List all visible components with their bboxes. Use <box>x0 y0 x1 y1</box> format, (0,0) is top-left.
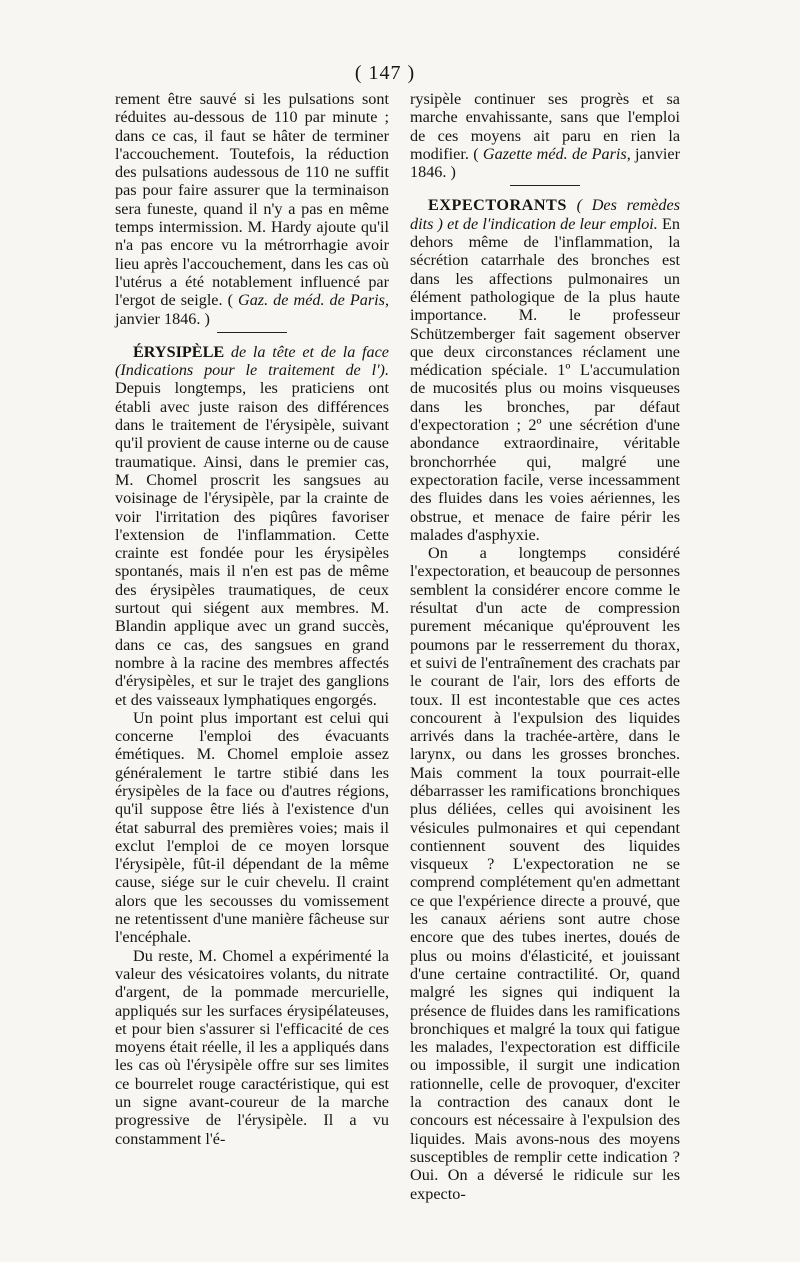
section-subtitle: ( Des remèdes dits ) et de l'indication de leur emploi. <box>410 196 680 233</box>
left-paragraph-3: Un point plus important est celui qui concerne l'emploi des évacuants émétiques. M. Chomel emploie assez généralement le tartre stibié dans les érysipèles de la face ou d'autres régions, qu'il suppose être liés à l'existence d'un état saburral des premières voies; mais il exclut l'emploi de ce moyen lorsque l'érysipèle, fût-il dépendant de la même cause, siége sur le cuir chevelu. Il craint alors que les secousses du vomissement ne retentissent d'une manière fâcheuse sur l'encéphale. <box>115 708 389 947</box>
right-paragraph-2: En dehors même de l'inflammation, la sécrétion catarrhale des bronches est dans les affections pulmonaires un élément pathologique de la plus haute importance. M. le professeur Schützemberger fait sagement observer que deux circonstances réclament une médication spéciale. 1º L'accumulation de mucosités plus ou moins visqueuses dans les bronches, par défaut d'expectoration ; 2º une sécrétion d'une abondance extraordinaire, véritable bronchorrhée qui, malgré une expectoration facile, verse incessamment des fluides dans les voies aériennes, les obstrue, et menace de faire périr les malades d'asphyxie. <box>410 214 680 544</box>
right-paragraph-1: rysipèle continuer ses progrès et sa marche envahissante, sans que l'emploi de ces moyens ait paru en rien la modifier. ( Gazette méd. de Paris, janvier 1846. ) <box>410 90 680 182</box>
left-paragraph-4: Du reste, M. Chomel a expérimenté la valeur des vésicatoires volants, du nitrate d'argent, de la pommade mercurielle, appliqués sur les surfaces érysipélateuses, et pour bien s'assurer si l'efficacité de ces moyens était réelle, il les a appliqués dans les cas où l'érysipèle offre sur ses limites ce bourrelet rouge caractéristique, qui est un signe avant-coureur de la marche progressive de l'érysipèle. Il a vu constamment l'é- <box>115 946 389 1148</box>
left-column <box>115 90 389 1148</box>
section-erysipele <box>115 343 389 709</box>
section-subtitle: de la tête et de la face (Indications pour le traitement de l'). <box>115 342 389 380</box>
right-column <box>410 90 680 1203</box>
page-number: ( 147 ) <box>354 62 416 84</box>
right-paragraph-3: On a longtemps considéré l'expectoration, et beaucoup de personnes semblent la considérer encore comme le résultat d'un acte de compression purement mécanique qu'éprouvent les poumons par le resserrement du thorax, et suivi de l'entraînement des crachats par le courant de l'air, lors des efforts de toux. Il est incontestable que ces actes concourent à l'expulsion des liquides arrivés dans la trachée-artère, dans le larynx, ou dans les grosses bronches. Mais comment la toux pourrait-elle débarrasser les ramifications bronchiques plus déliées, celles qui avoisinent les vésicules pulmonaires et qui cependant contiennent souvent des liquides visqueux ? L'expectoration ne se comprend complétement qu'en admettant ce que l'expérience directe a prouvé, que les canaux aériens sont autre chose encore que des tubes inertes, doués de plus ou moins d'élasticité, et jouissant d'une certaine contractilité. Or, quand malgré les signes qui indiquent la présence de fluides dans les ramifications bronchiques et malgré la toux qui fatigue les malades, l'expectoration est difficile ou impossible, il surgit une indication rationnelle, celle de provoquer, d'exciter la contraction des canaux dont le concours est nécessaire à l'expulsion des liquides. Mais avons-nous des moyens susceptibles de remplir cette indication ? Oui. On a déversé le ridicule sur les expecto- <box>410 544 680 1203</box>
left-paragraph-2: Depuis longtemps, les praticiens ont établi avec juste raison des différences dans le traitement de l'érysipèle, suivant qu'il provient de cause interne ou de cause traumatique. Ainsi, dans le premier cas, M. Chomel proscrit les sangsues au voisinage de l'érysipèle, par la crainte de voir l'irritation des piqûres favoriser l'extension de l'inflammation. Cette crainte est fondée pour les érysipèles spontanés, mais il n'en est pas de même des érysipèles traumatiques, de ceux surtout qui siégent aux membres. M. Blandin applique avec un grand succès, dans ce cas, des sangsues en grand nombre à la racine des membres affectés d'érysipèles, et sur le trajet des ganglions et des vaisseaux lymphatiques engorgés. <box>115 379 389 709</box>
left-citation-source: Gaz. de méd. de Paris <box>238 291 385 310</box>
right-citation-source: Gazette méd. de Paris <box>482 144 627 163</box>
left-paragraph-1: rement être sauvé si les pulsations sont réduites au-dessous de 110 par minute ; dans ce cas, il faut se hâter de terminer l'accouchement. Toutefois, la réduction des pulsations audessous de 110 ne suffit pas pour faire assurer que la terminaison sera funeste, quand il n'y a pas en même temps intermission. M. Hardy ajoute qu'il n'a pas encore vu la métrorrhagie avoir lieu après l'accouchement, dans les cas où l'utérus a été notablement influencé par l'ergot de seigle. ( Gaz. de méd. de Paris, janvier 1846. ) <box>115 90 389 328</box>
section-divider <box>510 185 580 186</box>
section-heading: ÉRYSIPÈLE <box>133 342 225 361</box>
section-expectorants <box>410 196 680 544</box>
section-divider <box>217 332 287 333</box>
section-heading: EXPECTORANTS <box>428 196 567 215</box>
